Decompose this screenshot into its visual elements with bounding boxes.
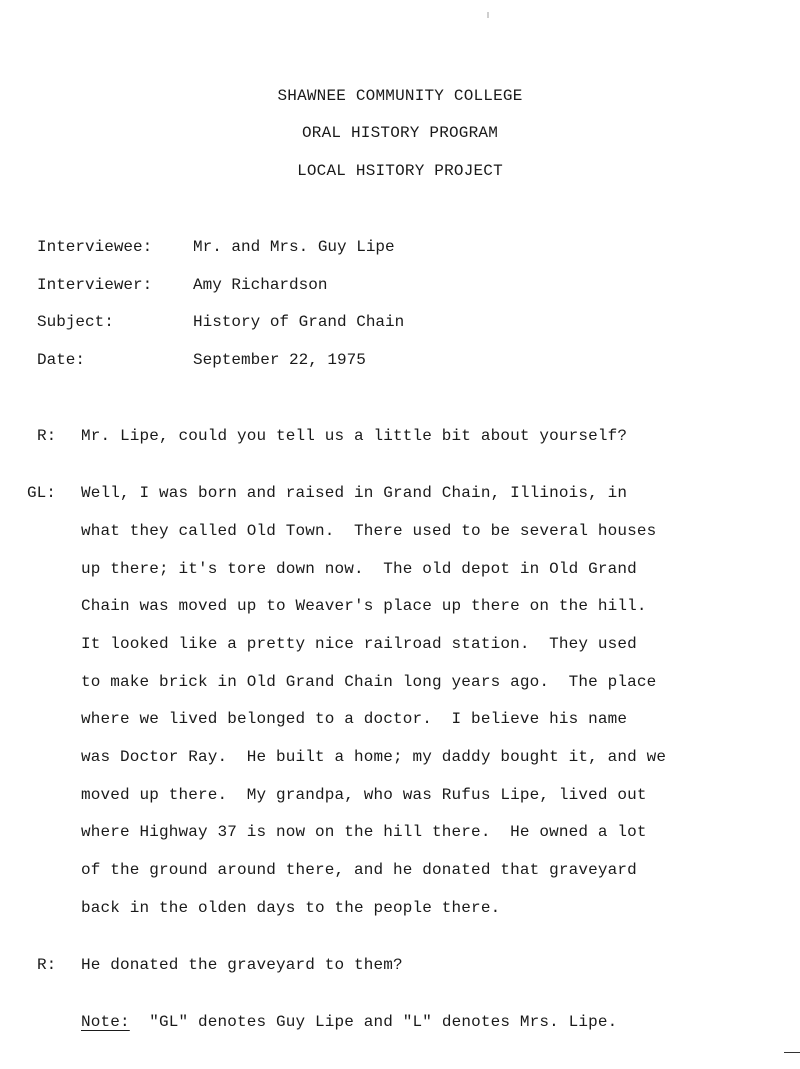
footnote: [81, 1013, 617, 1031]
interviewee-label: Interviewee:: [37, 238, 153, 256]
transcript-line: was Doctor Ray. He built a home; my daddy bought it, and we: [81, 748, 667, 766]
date-label: Date:: [37, 351, 86, 369]
scan-speck: [487, 12, 489, 18]
speaker-label: GL:: [27, 484, 56, 502]
transcript-line: moved up there. My grandpa, who was Rufus Lipe, lived out: [81, 786, 647, 804]
note-label: Note:: [81, 1013, 130, 1031]
transcript-line: Mr. Lipe, could you tell us a little bit about yourself?: [81, 427, 628, 445]
header-institution: SHAWNEE COMMUNITY COLLEGE: [277, 87, 523, 105]
transcript-line: what they called Old Town. There used to be several houses: [81, 522, 657, 540]
transcript-line: Chain was moved up to Weaver's place up there on the hill.: [81, 597, 647, 615]
transcript-line: of the ground around there, and he donated that graveyard: [81, 861, 637, 879]
transcript-line: back in the olden days to the people there.: [81, 899, 501, 917]
margin-mark: [784, 1052, 800, 1053]
date-value: September 22, 1975: [193, 351, 366, 369]
transcript-line: where we lived belonged to a doctor. I believe his name: [81, 710, 628, 728]
interviewer-label: Interviewer:: [37, 276, 153, 294]
transcript-line: Well, I was born and raised in Grand Chain, Illinois, in: [81, 484, 628, 502]
transcript-line: where Highway 37 is now on the hill there. He owned a lot: [81, 823, 647, 841]
transcript-line: It looked like a pretty nice railroad station. They used: [81, 635, 637, 653]
subject-label: Subject:: [37, 313, 114, 331]
transcript-line: He donated the graveyard to them?: [81, 956, 403, 974]
transcript-line: to make brick in Old Grand Chain long years ago. The place: [81, 673, 657, 691]
speaker-label: R:: [37, 956, 57, 974]
transcript-line: up there; it's tore down now. The old depot in Old Grand: [81, 560, 637, 578]
speaker-label: R:: [37, 427, 57, 445]
interviewee-value: Mr. and Mrs. Guy Lipe: [193, 238, 395, 256]
header-project: LOCAL HSITORY PROJECT: [297, 162, 503, 180]
subject-value: History of Grand Chain: [193, 313, 405, 331]
header-program: ORAL HISTORY PROGRAM: [301, 124, 499, 142]
note-text: "GL" denotes Guy Lipe and "L" denotes Mrs. Lipe.: [129, 1013, 618, 1031]
interviewer-value: Amy Richardson: [193, 276, 328, 294]
